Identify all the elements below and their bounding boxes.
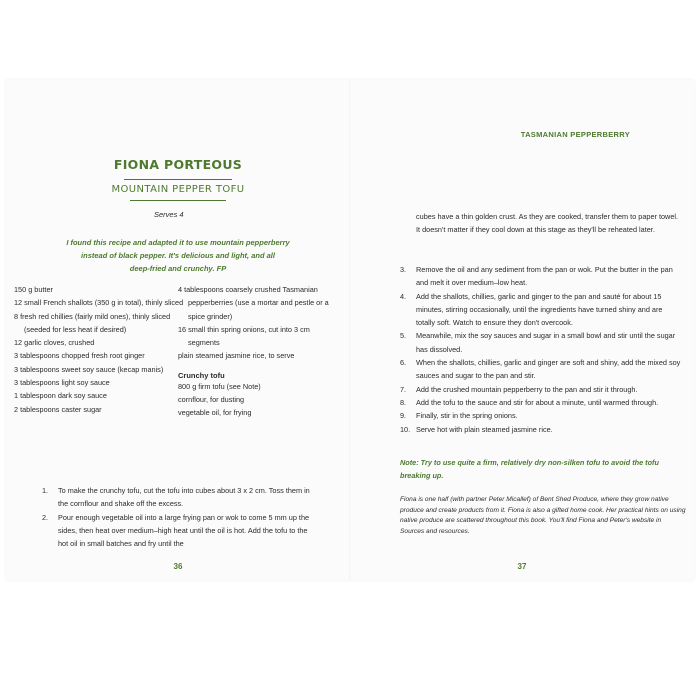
- chef-name: FIONA PORTEOUS: [113, 157, 243, 172]
- left-page: [6, 80, 350, 580]
- step-text: Pour enough vegetable oil into a large frying pan or wok to come 5 mm up the sides, then heat over medium–high heat until the oil is hot. Add the tofu to the hot oil in small batches and fry until the: [58, 512, 310, 549]
- ingredient: 3 tablespoons chopped fresh root ginger: [14, 351, 145, 361]
- ingredient: 8 fresh red chillies (fairly mild ones), thinly sliced (seeded for less heat if desired): [14, 311, 171, 334]
- page-number: 37: [517, 562, 527, 571]
- method-step: [400, 329, 682, 356]
- intro-line: instead of black pepper. It's delicious and light, and all: [81, 251, 275, 260]
- serves: Serves 4: [154, 210, 184, 219]
- title-rule-top: [124, 179, 232, 180]
- page-number: 36: [173, 562, 183, 571]
- step-number: 2.: [42, 512, 49, 522]
- method-step: [400, 423, 682, 436]
- crunchy-tofu-list: [178, 380, 338, 420]
- step-number: 6.: [400, 358, 407, 368]
- title-rule-bottom: [130, 200, 226, 201]
- step-number: 3.: [400, 265, 407, 274]
- step-number: 9.: [400, 411, 407, 421]
- step-text: When the shallots, chillies, garlic and ginger are soft and shiny, add the mixed soy sauces and sugar to the pan and stir.: [416, 358, 681, 381]
- method-step: [400, 383, 682, 396]
- ingredient: 12 small French shallots (350 g in total), thinly sliced: [14, 298, 184, 308]
- ingredients-column-right: [178, 283, 338, 420]
- step-number: 4.: [400, 291, 407, 301]
- method-steps-left: [42, 484, 314, 550]
- right-page: [350, 80, 694, 580]
- recipe-title: MOUNTAIN PEPPER TOFU: [111, 184, 245, 195]
- book-spread: [6, 80, 694, 580]
- method-step: [42, 484, 314, 511]
- ingredients-list-right: [178, 283, 338, 363]
- ingredient: 3 tablespoons sweet soy sauce (kecap manis): [14, 364, 164, 374]
- ingredient: plain steamed jasmine rice, to serve: [178, 351, 295, 361]
- intro-line: deep-fried and crunchy. FP: [129, 264, 227, 273]
- step-text: Serve hot with plain steamed jasmine rice.: [416, 424, 553, 434]
- step-text: Add the tofu to the sauce and stir for about a minute, until warmed through.: [416, 397, 659, 407]
- ingredient: 16 small thin spring onions, cut into 3 cm segments: [178, 324, 310, 348]
- step-continuation: cubes have a thin golden crust. As they are cooked, transfer them to paper towel. It doesn't matter if they cool down at this stage as they'll be reheated later.: [416, 212, 679, 235]
- step-number: 1.: [42, 486, 49, 495]
- recipe-note: Note: Try to use quite a firm, relatively dry non-silken tofu to avoid the tofu breaking up.: [400, 458, 659, 480]
- ingredient: cornflour, for dusting: [178, 395, 245, 405]
- method-steps-right: [400, 263, 682, 436]
- method-step: [400, 356, 682, 383]
- step-number: 7.: [400, 384, 407, 394]
- step-text: Meanwhile, mix the soy sauces and sugar in a small bowl and stir until the sugar has dissolved.: [416, 331, 676, 354]
- ingredient: 150 g butter: [14, 285, 53, 294]
- step-text: To make the crunchy tofu, cut the tofu into cubes about 3 x 2 cm. Toss them in the cornflour and shake off the excess.: [58, 486, 310, 509]
- crunchy-tofu-heading: Crunchy tofu: [178, 370, 225, 380]
- ingredient: 4 tablespoons coarsely crushed Tasmanian pepperberries (use a mortar and pestle or a spice grinder): [178, 285, 329, 321]
- ingredient: 800 g firm tofu (see Note): [178, 381, 261, 391]
- method-step: [400, 263, 682, 290]
- method-step: [400, 409, 682, 422]
- ingredient: 12 garlic cloves, crushed: [14, 338, 95, 348]
- method-step: [400, 290, 682, 330]
- ingredient: 3 tablespoons light soy sauce: [14, 378, 110, 388]
- method-step: [42, 511, 314, 551]
- running-head: TASMANIAN PEPPERBERRY: [520, 130, 630, 139]
- step-text: Add the shallots, chillies, garlic and ginger to the pan and sauté for about 15 minutes, stirring occasionally, until the ingredients have turned shiny and are totally soft. Watch to ensure they don't overcook.: [416, 291, 663, 328]
- step-number: 5.: [400, 331, 407, 341]
- ingredient: 2 tablespoons caster sugar: [14, 404, 102, 414]
- step-number: 8.: [400, 397, 407, 407]
- recipe-intro: [36, 236, 320, 275]
- ingredients-list-left: [14, 283, 186, 416]
- ingredient: vegetable oil, for frying: [178, 408, 252, 418]
- intro-line: I found this recipe and adapted it to use mountain pepperberry: [66, 238, 290, 247]
- method-step: [400, 396, 682, 409]
- step-number: 10.: [400, 424, 411, 434]
- ingredient: 1 tablespoon dark soy sauce: [14, 391, 107, 401]
- step-text: Finally, stir in the spring onions.: [416, 411, 518, 421]
- step-text: Add the crushed mountain pepperberry to the pan and stir it through.: [416, 384, 638, 394]
- chef-bio: Fiona is one half (with partner Peter Micallef) of Bent Shed Produce, where they grow native produce and create products from it. Fiona is also a gifted home cook. Her practical hints on using native produce are scattered throughout this book. You'll find Fiona and Peter's website in Sources and resources.: [400, 496, 686, 535]
- step-text: Remove the oil and any sediment from the pan or wok. Put the butter in the pan and melt it over medium–low heat.: [416, 265, 673, 288]
